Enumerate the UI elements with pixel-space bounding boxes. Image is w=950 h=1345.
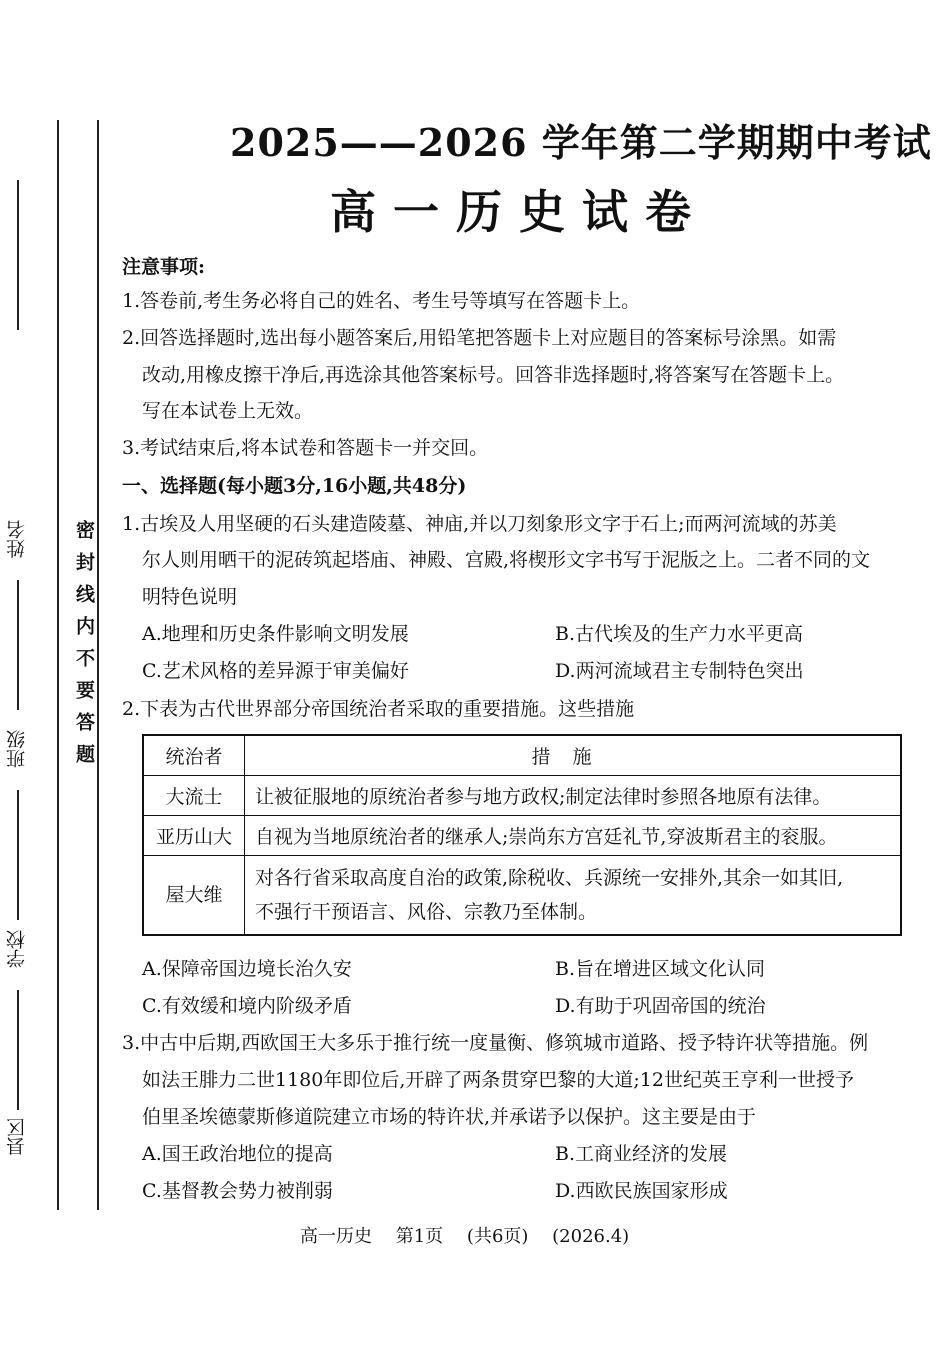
class-label: 班级 <box>6 730 28 768</box>
table-cell-ruler: 屋大维 <box>143 855 245 935</box>
table-header-measure: 措施 <box>245 735 902 775</box>
table-header-row <box>143 735 901 775</box>
q3-option-a: A.国王政治地位的提高 <box>142 1143 333 1165</box>
q1-option-d: D.两河流域君主专制特色突出 <box>555 660 804 682</box>
class-blank-line <box>17 580 19 710</box>
q3-stem-line: 伯里圣埃德蒙斯修道院建立市场的特许状,并承诺予以保护。这主要是由于 <box>142 1106 757 1128</box>
q1-stem-line: 尔人则用晒干的泥砖筑起塔庙、神殿、宫殿,将楔形文字书写于泥版之上。二者不同的文 <box>142 549 871 571</box>
q2-option-b: B.旨在增进区域文化认同 <box>555 958 766 980</box>
q2-option-c: C.有效缓和境内阶级矛盾 <box>142 995 352 1017</box>
table-cell-measure <box>245 855 902 935</box>
q2-option-a: A.保障帝国边境长治久安 <box>142 958 352 980</box>
section-heading: 一、选择题(每小题3分,16小题,共48分) <box>122 475 467 497</box>
q2-option-d: D.有助于巩固帝国的统治 <box>555 995 766 1017</box>
school-blank-line <box>17 790 19 920</box>
q3-stem-line: 3.中古中后期,西欧国王大多乐于推行统一度量衡、修筑城市道路、授予特许状等措施。例 <box>122 1032 869 1054</box>
notes-heading: 注意事项: <box>122 256 206 278</box>
exam-title: 2025——2026 学年第二学期期中考试 <box>230 120 932 165</box>
note-line: 1.答卷前,考生务必将自己的姓名、考生号等填写在答题卡上。 <box>122 290 641 312</box>
footer-total: (共6页) <box>466 1226 529 1247</box>
table-cell-measure-line: 不强行干预语言、风俗、宗教乃至体制。 <box>255 900 598 923</box>
measures-table <box>142 734 902 936</box>
q3-option-d: D.西欧民族国家形成 <box>555 1180 728 1202</box>
table-cell-measure: 自视为当地原统治者的继承人;崇尚东方宫廷礼节,穿波斯君主的衮服。 <box>245 815 902 855</box>
seal-line-notice: 密封线内不要答题 <box>73 520 95 776</box>
footer-subject: 高一历史 <box>300 1226 372 1247</box>
table-cell-measure: 让被征服地的原统治者参与地方政权;制定法律时参照各地原有法律。 <box>245 775 902 815</box>
table-cell-ruler: 亚历山大 <box>143 815 245 855</box>
q1-option-b: B.古代埃及的生产力水平更高 <box>555 623 804 645</box>
school-label: 学校 <box>6 930 28 968</box>
note-line: 改动,用橡皮擦干净后,再选涂其他答案标号。回答非选择题时,将答案写在答题卡上。 <box>142 364 845 386</box>
table-row <box>143 855 901 935</box>
county-blank-line <box>17 990 19 1110</box>
name-blank-line <box>17 180 19 330</box>
q2-stem: 2.下表为古代世界部分帝国统治者采取的重要措施。这些措施 <box>122 698 635 720</box>
q1-option-c: C.艺术风格的差异源于审美偏好 <box>142 660 409 682</box>
name-label: 姓名 <box>6 520 28 558</box>
note-line: 2.回答选择题时,选出每小题答案后,用铅笔把答题卡上对应题目的答案标号涂黑。如需 <box>122 327 837 349</box>
table-row <box>143 815 901 855</box>
paper-title: 高一历史试卷 <box>330 185 708 239</box>
margin-rule-outer <box>57 120 59 1210</box>
q1-stem-line: 1.古埃及人用坚硬的石头建造陵墓、神庙,并以刀刻象形文字于石上;而两河流域的苏美 <box>122 513 837 535</box>
county-label: 县区 <box>6 1118 28 1156</box>
note-line: 3.考试结束后,将本试卷和答题卡一并交回。 <box>122 437 489 459</box>
table-cell-measure-line: 对各行省采取高度自治的政策,除税收、兵源统一安排外,其余一如其旧, <box>255 866 844 889</box>
q1-option-a: A.地理和历史条件影响文明发展 <box>142 623 409 645</box>
note-line: 写在本试卷上无效。 <box>142 400 314 422</box>
q3-option-c: C.基督教会势力被削弱 <box>142 1180 333 1202</box>
q3-option-b: B.工商业经济的发展 <box>555 1143 728 1165</box>
table-row <box>143 775 901 815</box>
footer-page: 第1页 <box>395 1226 444 1247</box>
q1-stem-line: 明特色说明 <box>142 586 238 608</box>
page-footer <box>300 1222 647 1248</box>
q3-stem-line: 如法王腓力二世1180年即位后,开辟了两条贯穿巴黎的大道;12世纪英王亨利一世授予 <box>142 1069 854 1091</box>
table-cell-ruler: 大流士 <box>143 775 245 815</box>
footer-date: (2026.4) <box>552 1226 630 1247</box>
table-header-ruler: 统治者 <box>143 735 245 775</box>
